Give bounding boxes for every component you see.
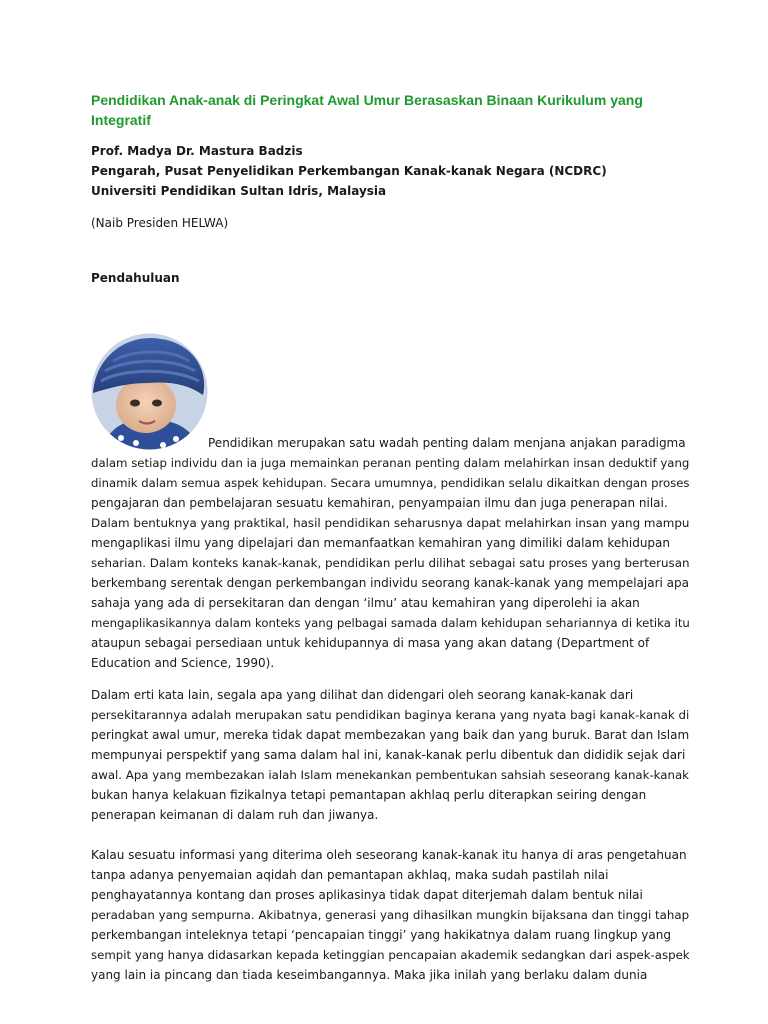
- paragraph-1-line: Dalam bentuknya yang praktikal, hasil pendidikan seharusnya dapat melahirkan insan yang mampu: [91, 516, 690, 530]
- document-title: Pendidikan Anak-anak di Peringkat Awal Umur Berasaskan Binaan Kurikulum yang Integratif: [91, 92, 643, 128]
- author-role: (Naib Presiden HELWA): [91, 216, 229, 230]
- paragraph-3-line: Kalau sesuatu informasi yang diterima oleh seseorang kanak-kanak itu hanya di aras pengetahuan: [91, 848, 687, 862]
- paragraph-1-line: ataupun sebagai persediaan untuk kehidupannya di masa yang akan datang (Department of: [91, 636, 650, 650]
- paragraph-3-line: yang lain ia pincang dan tiada keseimbangannya. Maka jika inilah yang berlaku dalam dunia: [91, 968, 648, 982]
- paragraph-2-line: bukan hanya kelakuan fizikalnya tetapi pemantapan akhlaq perlu diterapkan seiring dengan: [91, 788, 647, 802]
- paragraph-3-line: penghayatannya kontang dan proses aplikasinya tidak dapat diterjemah dalam bentuk nilai: [91, 888, 643, 902]
- child-photo: [91, 333, 208, 450]
- paragraph-1-line: seharian. Dalam konteks kanak-kanak, pendidikan perlu dilihat sebagai satu proses yang berterusan: [91, 556, 690, 570]
- paragraph-2-line: mempunyai perspektif yang sama dalam hal ini, kanak-kanak perlu dibentuk dan dididik sejak dari: [91, 748, 686, 762]
- paragraph-1-line: sahaja yang ada di persekitaran dan dengan ‘ilmu’ atau kemahiran yang diperolehi ia akan: [91, 596, 640, 610]
- author-position: Pengarah, Pusat Penyelidikan Perkembangan Kanak-kanak Negara (NCDRC): [91, 164, 607, 178]
- paragraph-3-line: perkembangan inteleknya tetapi ‘pencapaian tinggi’ yang hakikatnya dalam ruang lingkup yang: [91, 928, 671, 942]
- paragraph-2-line: awal. Apa yang membezakan ialah Islam menekankan pembentukan sahsiah seseorang kanak-kanak: [91, 768, 689, 782]
- paragraph-3-line: peradaban yang sempurna. Akibatnya, generasi yang dihasilkan mungkin bijaksana dan tinggi tahap: [91, 908, 690, 922]
- author-institution: Universiti Pendidikan Sultan Idris, Malaysia: [91, 184, 387, 198]
- paragraph-1-line: dalam setiap individu dan ia juga memainkan peranan penting dalam melahirkan insan deduktif yang: [91, 456, 690, 470]
- paragraph-1-line: mengaplikasikannya dalam konteks yang pelbagai samada dalam kehidupan sehariannya di ketika itu: [91, 616, 690, 630]
- paragraph-1-line: Education and Science, 1990).: [91, 656, 275, 670]
- paragraph-1-line: dinamik dalam semua aspek kehidupan. Secara umumnya, pendidikan selalu dikaitkan dengan proses: [91, 476, 690, 490]
- author-name: Prof. Madya Dr. Mastura Badzis: [91, 144, 303, 158]
- paragraph-3-line: tanpa adanya penyemaian aqidah dan pemantapan akhlaq, maka sudah pastilah nilai: [91, 868, 609, 882]
- paragraph-1-line: mengaplikasi ilmu yang dipelajari dan memanfaatkan kemahiran yang dimiliki dalam kehidupan: [91, 536, 670, 550]
- paragraph-1-line: berkembang serentak dengan perkembangan individu seorang kanak-kanak yang mempelajari apa: [91, 576, 689, 590]
- paragraph-1-line: Pendidikan merupakan satu wadah penting dalam menjana anjakan paradigma: [208, 436, 686, 450]
- paragraph-1-line: pengajaran dan pembelajaran sesuatu kemahiran, penyampaian ilmu dan juga penerapan nilai.: [91, 496, 668, 510]
- section-heading: Pendahuluan: [91, 271, 180, 285]
- paragraph-3-line: sempit yang hanya didasarkan kepada ketinggian pencapaian akademik sedangkan dari aspek-aspek: [91, 948, 690, 962]
- paragraph-2-line: penerapan keimanan di dalam ruh dan jiwanya.: [91, 808, 379, 822]
- paragraph-2-line: Dalam erti kata lain, segala apa yang dilihat dan didengari oleh seorang kanak-kanak dari: [91, 688, 634, 702]
- paragraph-2-line: persekitarannya adalah merupakan satu pendidikan baginya kerana yang nyata bagi kanak-kanak di: [91, 708, 690, 722]
- paragraph-2-line: peringkat awal umur, mereka tidak dapat membezakan yang baik dan yang buruk. Barat dan Islam: [91, 728, 690, 742]
